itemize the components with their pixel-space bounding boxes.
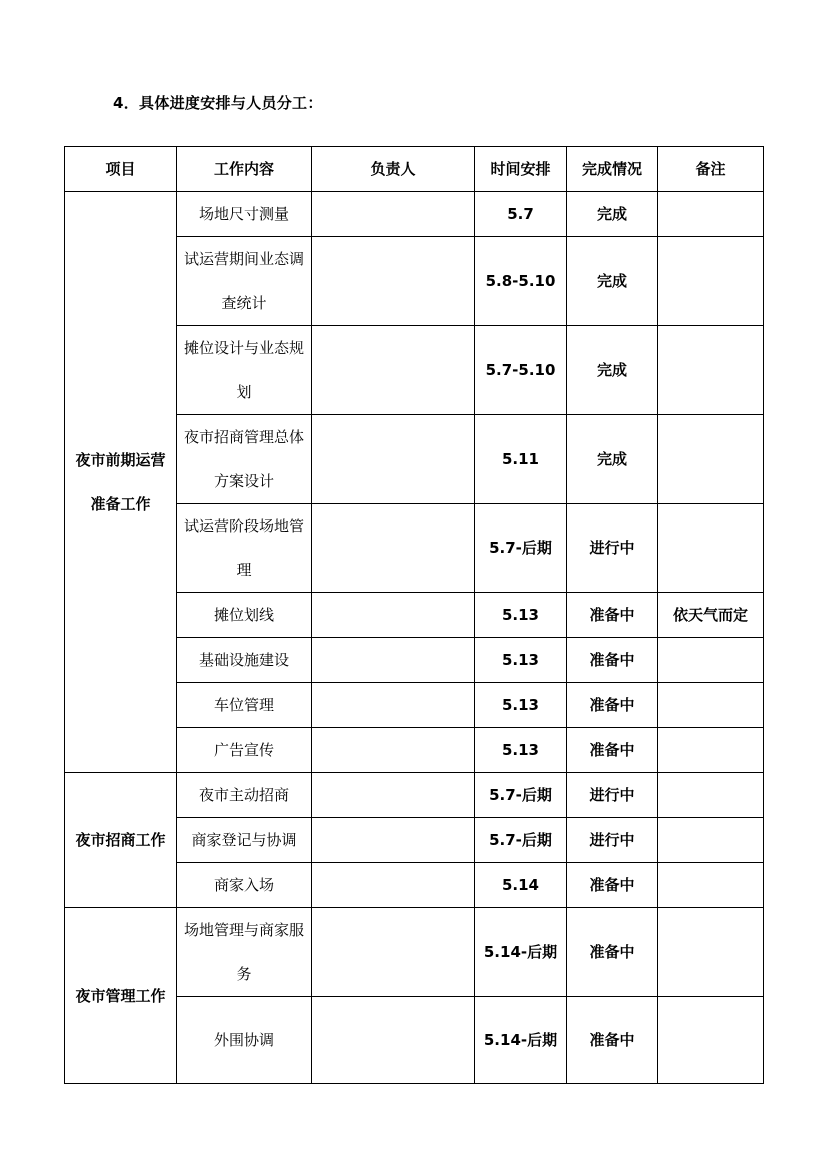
notes-cell	[658, 728, 764, 773]
notes-cell	[658, 818, 764, 863]
status-cell: 准备中	[567, 683, 658, 728]
time-cell: 5.13	[475, 638, 567, 683]
notes-cell	[658, 326, 764, 415]
owner-cell	[312, 326, 475, 415]
time-cell: 5.7-5.10	[475, 326, 567, 415]
status-cell: 进行中	[567, 504, 658, 593]
status-cell: 准备中	[567, 638, 658, 683]
status-cell: 完成	[567, 192, 658, 237]
owner-cell	[312, 908, 475, 997]
work-content-cell: 试运营期间业态调查统计	[177, 237, 312, 326]
work-content-cell: 广告宣传	[177, 728, 312, 773]
group-name-cell: 夜市管理工作	[65, 908, 177, 1084]
header-owner: 负责人	[312, 147, 475, 192]
schedule-table	[64, 146, 764, 1084]
owner-cell	[312, 683, 475, 728]
owner-cell	[312, 818, 475, 863]
time-cell: 5.11	[475, 415, 567, 504]
time-cell: 5.13	[475, 593, 567, 638]
owner-cell	[312, 237, 475, 326]
owner-cell	[312, 997, 475, 1084]
header-notes: 备注	[658, 147, 764, 192]
notes-cell	[658, 908, 764, 997]
header-row	[65, 147, 764, 192]
owner-cell	[312, 863, 475, 908]
work-content-cell: 夜市主动招商	[177, 773, 312, 818]
notes-cell	[658, 683, 764, 728]
header-status: 完成情况	[567, 147, 658, 192]
notes-cell	[658, 638, 764, 683]
owner-cell	[312, 504, 475, 593]
status-cell: 准备中	[567, 908, 658, 997]
notes-cell	[658, 504, 764, 593]
work-content-cell: 夜市招商管理总体方案设计	[177, 415, 312, 504]
owner-cell	[312, 415, 475, 504]
time-cell: 5.7-后期	[475, 773, 567, 818]
owner-cell	[312, 192, 475, 237]
time-cell: 5.14	[475, 863, 567, 908]
table-row	[65, 908, 764, 997]
notes-cell	[658, 997, 764, 1084]
owner-cell	[312, 638, 475, 683]
work-content-cell: 试运营阶段场地管理	[177, 504, 312, 593]
notes-cell	[658, 773, 764, 818]
table-row	[65, 773, 764, 818]
table-row	[65, 192, 764, 237]
time-cell: 5.14-后期	[475, 908, 567, 997]
status-cell: 准备中	[567, 997, 658, 1084]
status-cell: 完成	[567, 237, 658, 326]
time-cell: 5.7-后期	[475, 504, 567, 593]
owner-cell	[312, 773, 475, 818]
work-content-cell: 摊位划线	[177, 593, 312, 638]
status-cell: 进行中	[567, 773, 658, 818]
notes-cell	[658, 237, 764, 326]
header-project: 项目	[65, 147, 177, 192]
time-cell: 5.13	[475, 683, 567, 728]
time-cell: 5.13	[475, 728, 567, 773]
work-content-cell: 场地尺寸测量	[177, 192, 312, 237]
status-cell: 完成	[567, 326, 658, 415]
notes-cell	[658, 415, 764, 504]
owner-cell	[312, 728, 475, 773]
work-content-cell: 摊位设计与业态规划	[177, 326, 312, 415]
work-content-cell: 基础设施建设	[177, 638, 312, 683]
status-cell: 准备中	[567, 863, 658, 908]
header-time: 时间安排	[475, 147, 567, 192]
notes-cell: 依天气而定	[658, 593, 764, 638]
status-cell: 准备中	[567, 593, 658, 638]
section-heading: 4．具体进度安排与人员分工：	[113, 94, 323, 112]
status-cell: 准备中	[567, 728, 658, 773]
time-cell: 5.8-5.10	[475, 237, 567, 326]
notes-cell	[658, 863, 764, 908]
time-cell: 5.14-后期	[475, 997, 567, 1084]
header-content: 工作内容	[177, 147, 312, 192]
notes-cell	[658, 192, 764, 237]
group-name-cell: 夜市前期运营准备工作	[65, 192, 177, 773]
work-content-cell: 商家入场	[177, 863, 312, 908]
work-content-cell: 车位管理	[177, 683, 312, 728]
status-cell: 进行中	[567, 818, 658, 863]
status-cell: 完成	[567, 415, 658, 504]
work-content-cell: 外围协调	[177, 997, 312, 1084]
time-cell: 5.7-后期	[475, 818, 567, 863]
work-content-cell: 场地管理与商家服务	[177, 908, 312, 997]
group-name-cell: 夜市招商工作	[65, 773, 177, 908]
time-cell: 5.7	[475, 192, 567, 237]
work-content-cell: 商家登记与协调	[177, 818, 312, 863]
owner-cell	[312, 593, 475, 638]
